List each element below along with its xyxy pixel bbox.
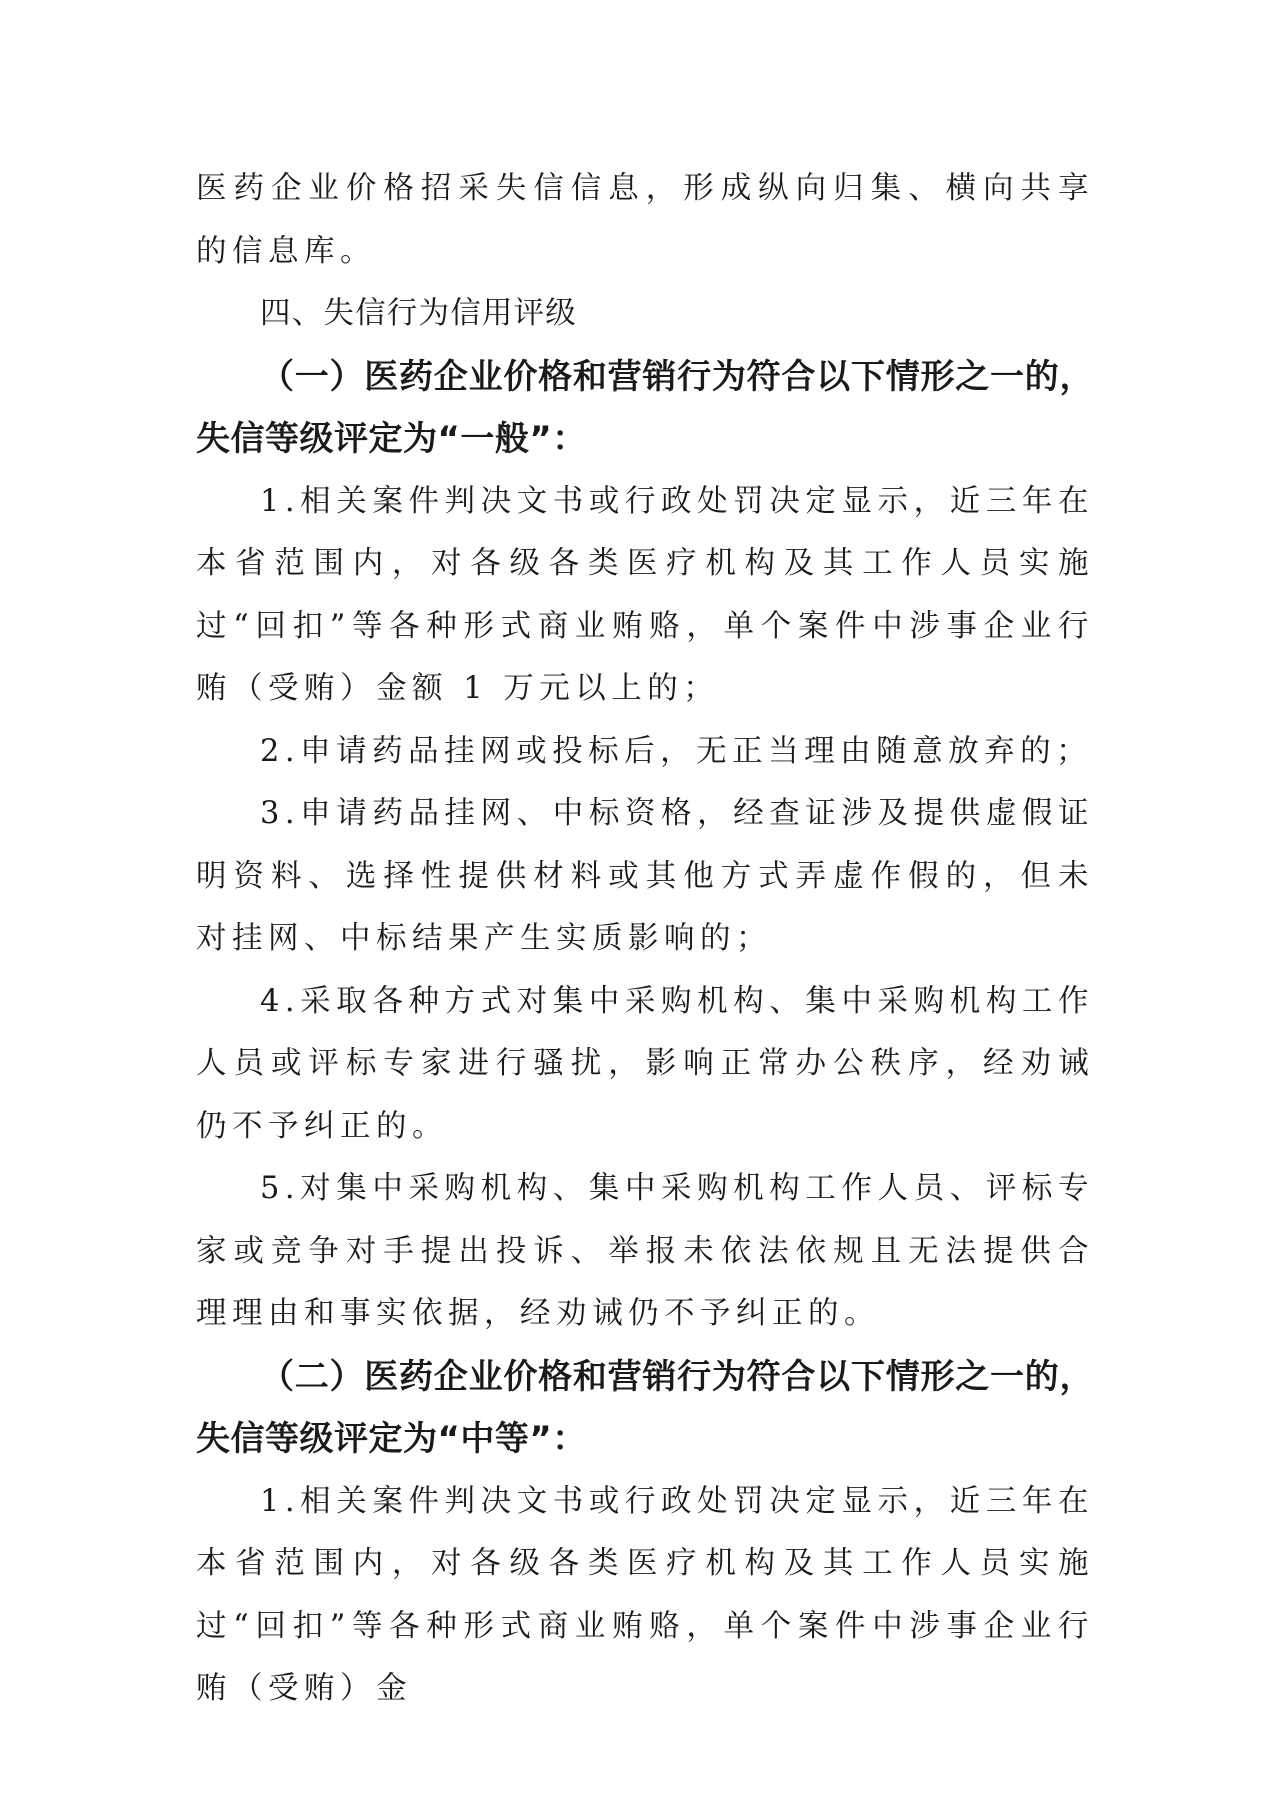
list-item-general-5: 5.对集中采购机构、集中采购机构工作人员、评标专家或竞争对手提出投诉、举报未依法依规且无法提供合理理由和事实依据，经劝诫仍不予纠正的。: [196, 1171, 1094, 1331]
list-item-general-1: 1.相关案件判决文书或行政处罚决定显示，近三年在本省范围内，对各级各类医疗机构及其工作人员实施过“回扣”等各种形式商业贿赂，单个案件中涉事企业行贿（受贿）金额 1 万元以上的；: [196, 483, 1094, 706]
list-item-general-3: 3.申请药品挂网、中标资格，经查证涉及提供虚假证明资料、选择性提供材料或其他方式弄虚作假的，但未对挂网、中标结果产生实质影响的；: [196, 796, 1094, 956]
paragraph-intro: 医药企业价格招采失信信息，形成纵向归集、横向共享的信息库。: [196, 171, 1094, 269]
section-heading-credit-rating: 四、失信行为信用评级: [260, 296, 577, 331]
list-item-general-4: 4.采取各种方式对集中采购机构、集中采购机构工作人员或评标专家进行骚扰，影响正常办公秩序，经劝诫仍不予纠正的。: [196, 983, 1094, 1144]
subheading-medium-level: （二）医药企业价格和营销行为符合以下情形之一的，失信等级评定为“中等”：: [196, 1356, 1094, 1459]
document-body: [196, 158, 1094, 1721]
subheading-general-level: （一）医药企业价格和营销行为符合以下情形之一的，失信等级评定为“一般”：: [196, 356, 1094, 459]
list-item-general-2: 2.申请药品挂网或投标后，无正当理由随意放弃的；: [260, 733, 1093, 769]
list-item-medium-1: 1.相关案件判决文书或行政处罚决定显示，近三年在本省范围内，对各级各类医疗机构及其工作人员实施过“回扣”等各种形式商业贿赂，单个案件中涉事企业行贿（受贿）金: [196, 1483, 1094, 1706]
